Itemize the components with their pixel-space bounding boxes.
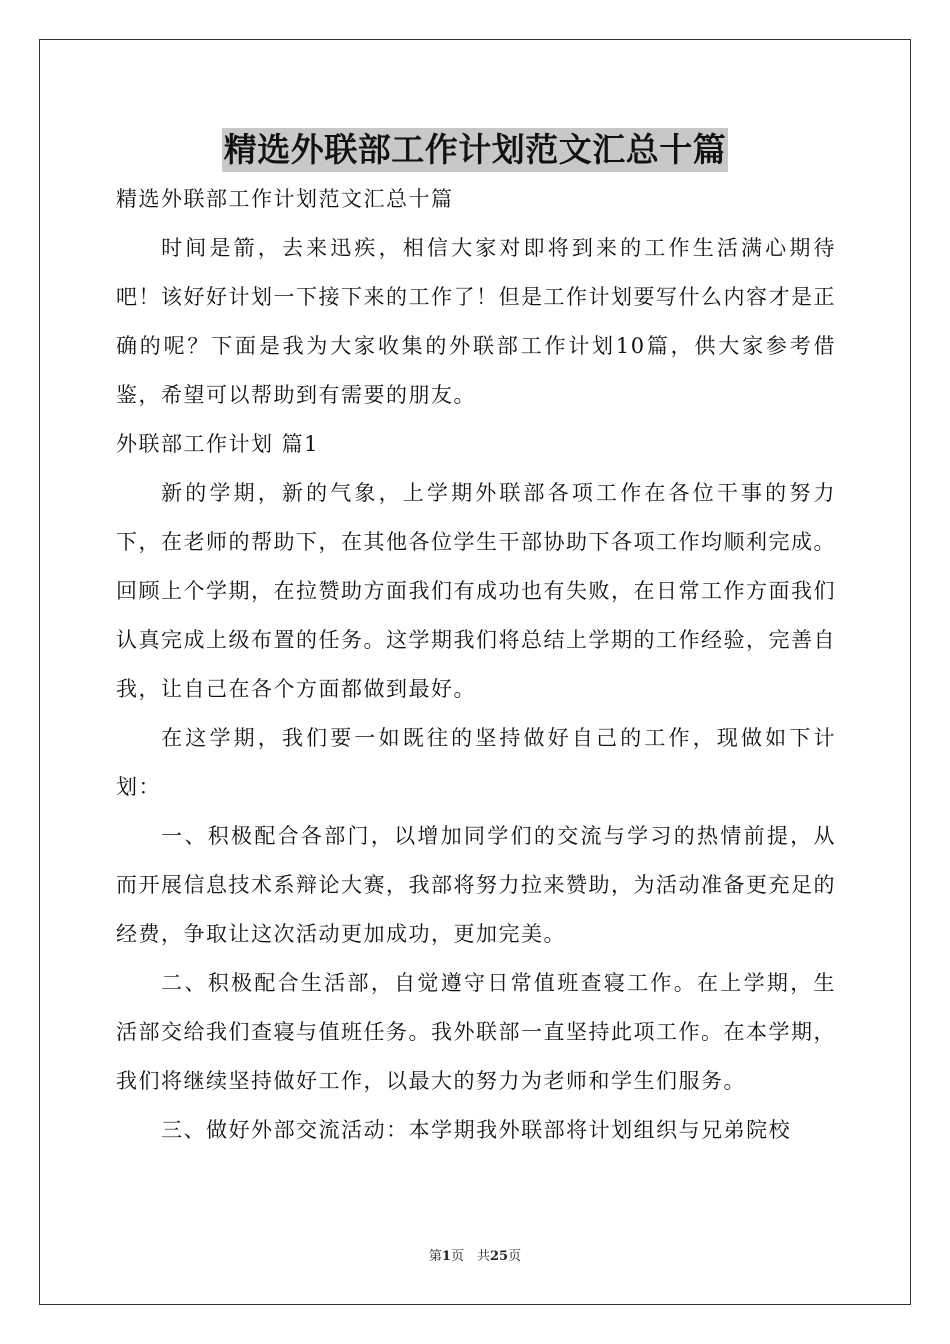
paragraph: 时间是箭，去来迅疾，相信大家对即将到来的工作生活满心期待吧！该好好计划一下接下来的工作了！但是工作计划要写什么内容才是正确的呢？下面是我为大家收集的外联部工作计划10篇，供大家参考借鉴，希望可以帮助到有需要的朋友。 [116,236,836,407]
document-title [0,128,950,178]
total-page-count: 25 [489,1249,509,1264]
paragraph: 在这学期，我们要一如既往的坚持做好自己的工作，现做如下计划： [116,726,836,799]
paragraph: 外联部工作计划 篇1 [116,432,320,456]
current-page-number: 1 [441,1249,451,1264]
paragraph: 三、做好外部交流活动：本学期我外联部将计划组织与兄弟院校 [161,1118,792,1142]
footer-prefix: 第 [428,1249,442,1264]
footer-suffix: 页 [508,1249,522,1264]
page-footer [0,1245,950,1264]
document-body [116,175,836,1155]
paragraph: 一、积极配合各部门，以增加同学们的交流与学习的热情前提，从而开展信息技术系辩论大赛，我部将努力拉来赞助，为活动准备更充足的经费，争取让这次活动更加成功，更加完美。 [116,824,836,946]
paragraph: 精选外联部工作计划范文汇总十篇 [116,187,454,211]
paragraph: 新的学期，新的气象，上学期外联部各项工作在各位干事的努力下，在老师的帮助下，在其他各位学生干部协助下各项工作均顺利完成。回顾上个学期，在拉赞助方面我们有成功也有失败，在日常工作方面我们认真完成上级布置的任务。这学期我们将总结上学期的工作经验，完善自我，让自己在各个方面都做到最好。 [116,481,836,701]
footer-middle: 页 共 [450,1249,490,1264]
document-title-text: 精选外联部工作计划范文汇总十篇 [222,128,729,172]
paragraph: 二、积极配合生活部，自觉遵守日常值班查寝工作。在上学期，生活部交给我们查寝与值班任务。我外联部一直坚持此项工作。在本学期，我们将继续坚持做好工作，以最大的努力为老师和学生们服务。 [116,971,836,1093]
